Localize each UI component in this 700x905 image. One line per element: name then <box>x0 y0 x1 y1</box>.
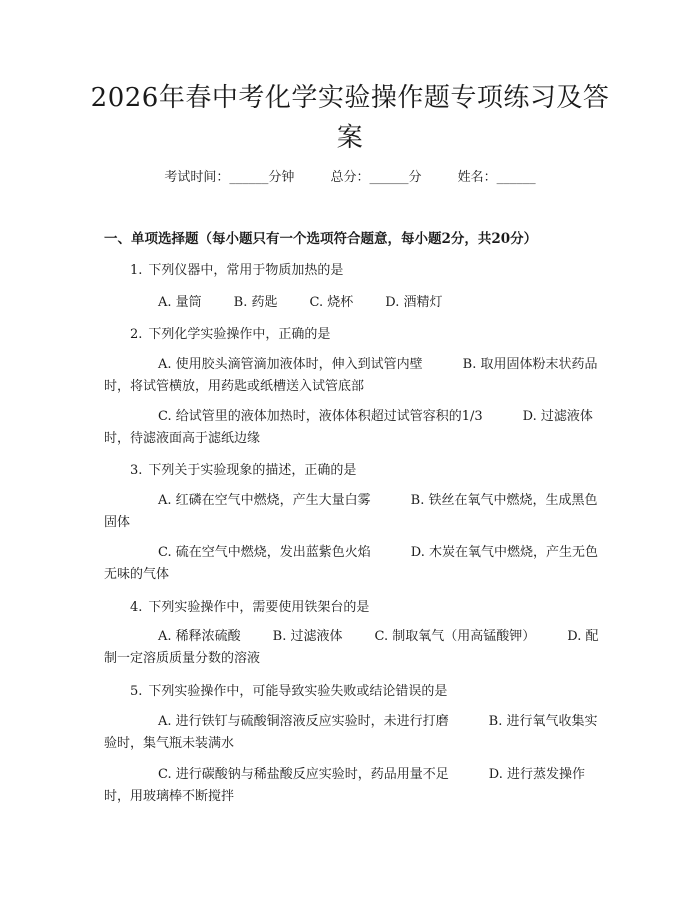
question-5-options-1 <box>104 711 600 755</box>
option-a: A. 使用胶头滴管滴加液体时，伸入到试管内壁 <box>158 357 423 372</box>
option-d: D. 酒精灯 <box>385 295 443 310</box>
option-d: D. 木炭在氧气中燃烧，产生无色无味的气体 <box>104 545 598 582</box>
option-c: C. 烧杯 <box>309 295 354 310</box>
option-c: C. 给试管里的液体加热时，液体体积超过试管容积的1/3 <box>158 409 483 424</box>
name-field: 姓名：______ <box>457 170 536 185</box>
page-title: 2026年春中考化学实验操作题专项练习及答案 <box>90 83 610 153</box>
question-2-stem <box>130 326 330 344</box>
question-3-stem <box>130 462 356 480</box>
question-5-stem <box>130 683 447 701</box>
question-number: 4. <box>130 600 143 615</box>
question-number: 5. <box>130 684 143 699</box>
option-a: A. 红磷在空气中燃烧，产生大量白雾 <box>158 493 371 508</box>
option-c: C. 进行碳酸钠与稀盐酸反应实验时，药品用量不足 <box>158 767 449 782</box>
option-c: C. 硫在空气中燃烧，发出蓝紫色火焰 <box>158 545 371 560</box>
option-b: B. 取用固体粉末状药品时，将试管横放，用药匙或纸槽送入试管底部 <box>104 357 598 394</box>
question-3-options-1 <box>104 490 600 534</box>
option-b: B. 铁丝在氧气中燃烧，生成黑色固体 <box>104 493 598 530</box>
exam-time-field: 考试时间：______分钟 <box>164 170 295 185</box>
option-a: A. 稀释浓硫酸 <box>158 629 241 644</box>
question-number: 2. <box>130 327 143 342</box>
question-3-options-2 <box>104 542 600 586</box>
question-4-stem <box>130 599 369 617</box>
question-5-options-2 <box>104 764 600 808</box>
option-a: A. 量筒 <box>158 295 202 310</box>
section-title: 一、单项选择题（每小题只有一个选项符合题意，每小题2分，共20分） <box>104 231 538 247</box>
option-a: A. 进行铁钉与硫酸铜溶液反应实验时，未进行打磨 <box>158 714 449 729</box>
question-text: 下列仪器中，常用于物质加热的是 <box>148 263 344 278</box>
question-2-options-1 <box>104 354 600 398</box>
question-4-options <box>104 626 600 670</box>
option-c: C. 制取氧气（用高锰酸钾） <box>374 629 536 644</box>
question-text: 下列实验操作中，可能导致实验失败或结论错误的是 <box>148 684 448 699</box>
option-b: B. 过滤液体 <box>272 629 343 644</box>
option-d: D. 进行蒸发操作时，用玻璃棒不断搅拌 <box>104 767 585 804</box>
question-1-stem <box>130 262 343 280</box>
option-d: D. 配制一定溶质质量分数的溶液 <box>104 629 599 666</box>
question-number: 3. <box>130 463 143 478</box>
question-number: 1. <box>130 263 143 278</box>
option-b: B. 药匙 <box>233 295 278 310</box>
question-text: 下列化学实验操作中，正确的是 <box>148 327 331 342</box>
exam-meta <box>0 169 700 187</box>
question-1-options <box>104 294 600 312</box>
total-score-field: 总分：______分 <box>330 170 422 185</box>
question-2-options-2 <box>104 406 600 450</box>
option-b: B. 进行氧气收集实验时，集气瓶未装满水 <box>104 714 598 751</box>
question-text: 下列关于实验现象的描述，正确的是 <box>148 463 357 478</box>
question-text: 下列实验操作中，需要使用铁架台的是 <box>148 600 370 615</box>
option-d: D. 过滤液体时，待滤液面高于滤纸边缘 <box>104 409 593 446</box>
